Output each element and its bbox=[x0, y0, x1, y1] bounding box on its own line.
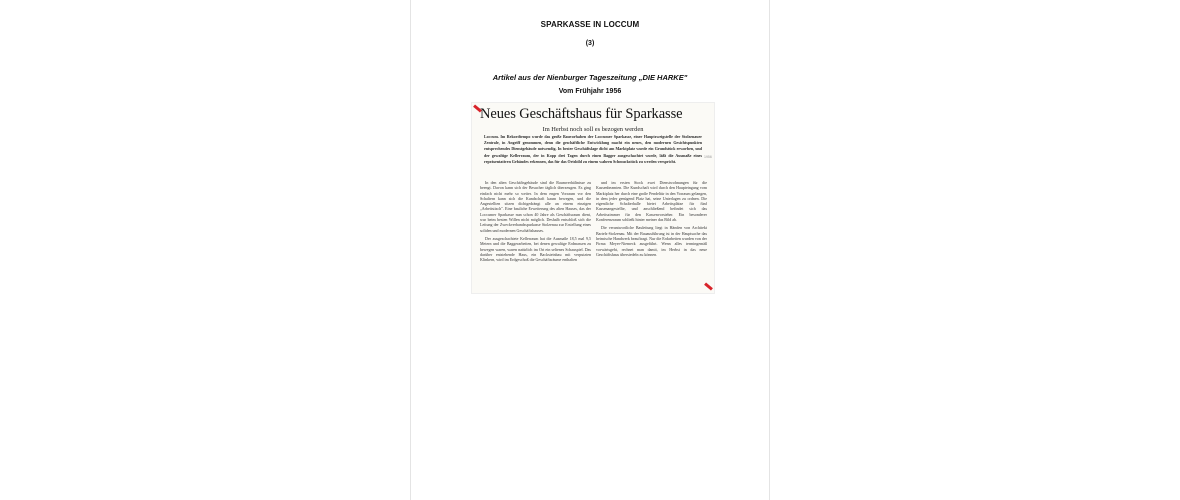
article-date: Vom Frühjahr 1956 bbox=[558, 88, 622, 95]
margin-note: 1956 bbox=[704, 155, 712, 159]
page-title: SPARKASSE IN LOCCUM bbox=[540, 20, 640, 29]
article-subheadline: Im Herbst noch soll es bezogen werden bbox=[542, 126, 644, 133]
clip-corner-mark bbox=[704, 282, 713, 290]
article-headline: Neues Geschäftshaus für Sparkasse bbox=[480, 106, 683, 122]
newspaper-clipping bbox=[472, 103, 714, 293]
article-lead: Loccum. Im Rekordtempo wurde das große Bauvorhaben der Loccumer Sparkasse, einer Hauptzweigstelle der Stolzenauer Zentrale, in Angriff genommen, denn die geschäftliche Entwicklung macht ein neues, den modernen Gesichtspunkten entsprechendes Dienstgebäude notwendig. In bester Geschäftslage dicht am Marktplatz wurde ein Grundstück erworben, und der gewaltige Kellerraum, der in Kopp drei Tagen durch einen Bagger ausgeschachtet wurde, läßt die Ausmaße eines repräsentativen Gebäudes erkennen, das für das Ortsbild zu einem wahren Schmuckstück zu werden verspricht. bbox=[484, 134, 702, 164]
page-number: (3) bbox=[585, 40, 595, 47]
article-column-left bbox=[480, 180, 591, 265]
article-paragraph: Der ausgeschachtete Kellerraum hat die Ausmaße 18,5 mal 9,5 Metern und die Baggerarbeiten, bei denen gewaltige Erdmassen zu bewegen waren, waren natürlich im Ort ein seltenes Schauspiel. Das darüber entstehende Haus, ein Backsteinbau mit verputzten Klinkern, wird im Erdgeschoß die Geschäftsräume enthalten bbox=[480, 235, 591, 263]
article-paragraph: Die verantwortliche Bauleitung liegt in Händen von Architekt Bartels-Stolzenau. Mit der Bauausführung ist in der Hauptsache das heimische Handwerk beauftragt. Nur die Erdarbeiten wurden von der Firma Meyer-Niemeck ausgeführt. Wenn alles termingemäß vorwärtsgeht, rechnet man damit, im Herbst in das neue Geschäftshaus übersiedeln zu können. bbox=[596, 225, 707, 257]
article-column-right bbox=[596, 180, 707, 260]
article-paragraph: und im ersten Stock zwei Dienstwohnungen für die Kassenbeamten. Die Kundschaft wird durch den Haupteingang vom Marktplatz her durch eine große Pendeltür in den Vorraum gelangen, in dem jeder genügend Platz hat, seine Unterlagen zu ordnen. Die eigentliche Schalterhalle bietet Arbeitsplätze für fünf Kassenangestellte, und anschließend befindet sich das Arbeitszimmer für den Kassenvorsteher. Ein besonderer Konferenzraum schließt hinter meiner das Bild ab. bbox=[596, 180, 707, 223]
article-source: Artikel aus der Nienburger Tageszeitung „DIE HARKE" bbox=[492, 73, 688, 82]
article-paragraph: In den alten Geschäftsgebäude sind die Raumverhältnisse zu beengt. Davon kann sich der Besucher täglich überzeugen. Es ging einfach nicht mehr so weiter. In dem engen Vorraum vor den Schaltern kann sich die Kundschaft kaum bewegen, und die Angestellten sitzen dichtgedrängt alle an einem einzigen „Arbeitstisch". Eine bauliche Erweiterung des alten Hauses, das der Loccumer Sparkasse nun schon 40 Jahre als Geschäftsraum dient, war beim besten Willen nicht möglich. Deshalb entschloß sich die Leitung der Zweckverbandssparkasse Stolzenau zur Erstellung eines soliden und modernen Geschäftshauses. bbox=[480, 180, 591, 233]
